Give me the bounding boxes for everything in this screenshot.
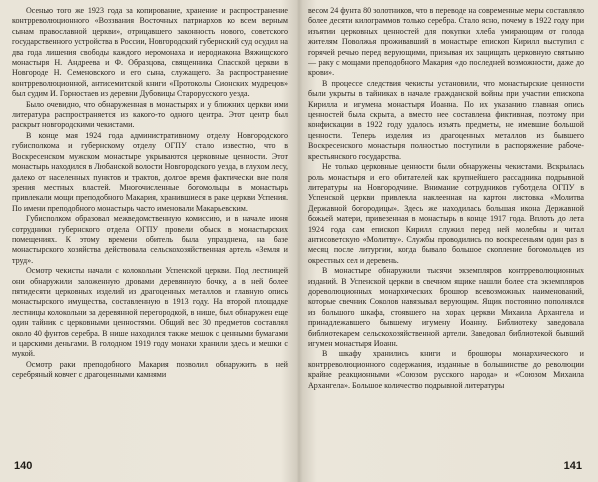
- left-page: [12, 6, 288, 450]
- left-paragraph-4: Губисполком образовал межведомственную комиссию, и в начале июня сотрудники губернского отдела ОГПУ провели обыск в монастырских помещениях. К этому времени обитель была упразднена, на базе монастырского хозяйства действовала сельскохозяйственная артель «Земля и труд».: [12, 214, 288, 265]
- right-paragraph-4: В монастыре обнаружили тысячи экземпляров контрреволюционных изданий. В Успенской церкви в свечном ящике нашли более ста экземпляров дореволюционных монархических брошюр всевозможных наименований, которые свечник Соколов навязывал верующим. Ящик постоянно пополнялся из большого шкафа, стоявшего на хорах церкви Михаила Архангела и принадлежавшего бывшему игумену Иоанну. Библиотеку заведовала библиотекарем сельскохозяйственной артели. Заведовал библиотекой бывший игумен монастыря Иоанн.: [308, 266, 584, 348]
- page-number-left: 140: [14, 460, 33, 472]
- right-paragraph-3: Не только церковные ценности были обнаружены чекистами. Вскрылась роль монастыря и его обитателей как крупнейшего рассадника подрывной литературы на Новгородчине. Внимание сотрудников губотдела ОГПУ в Успенской церкви привлекла наклеенная на картон листовка «Молитва Державной богородицы». Здесь же находилась большая икона Державной божьей матери, привезенная в монастырь в конце 1917 года. Вплоть до лета 1924 года сам епископ Кирилл служил перед ней молебны и читал антисоветскую «Молитву». Службы проводились по воскресеньям один раз в месяц после литургии, когда бывало большое скопление богомольцев из окрестных сел и деревень.: [308, 162, 584, 265]
- right-paragraph-1: весом 24 фунта 80 золотников, что в переводе на современные меры составляло более десяти килограммов только серебра. Стало ясно, почему в 1922 году при изъятии церковных ценностей для покупки хлеба умирающим от голода жителям Поволжья проживавший в монастыре епископ Кирилл выступил с горячей речью перед верующими, призывая их защищать церковную святыню — раку с мощами преподобного Макария «до последней возможности, даже до крови».: [308, 6, 584, 78]
- left-paragraph-5: Осмотр чекисты начали с колокольни Успенской церкви. Под лестницей они обнаружили заложенную дровами деревянную бочку, а в ней более пятидесяти церковных изделий из драгоценных металлов и главную опись монастырского имущества, составленную в 1913 году. На второй площадке лестницы колокольни за деревянной перегородкой, в нише, был обнаружен еще один тайник с церковными ценностями. Общий вес 30 предметов составлял около 40 фунтов серебра. В нише находился также мешок с ценными бумагами и царскими деньгами. В голодном 1919 году монахи хранили здесь и мешки с мукой.: [12, 266, 288, 359]
- right-paragraph-5: В шкафу хранились книги и брошюры монархического и контрреволюционного содержания, изданные в большинстве до революции крайне реакционными «Союзом русского народа» и «Союзом Михаила Архангела». Большое количество подрывной литературы: [308, 349, 584, 390]
- left-paragraph-1: Осенью того же 1923 года за копирование, хранение и распространение контрреволюционного «Воззвания Восточных патриархов ко всем верным сынам православной церкви», отрицавшего законность нового, советского государственного устройства в России, Новгородский губернский суд осудил на два года лишения свободы каждого иеромонаха и иеродиакона Вяжищского монастыря Н. Андреева и Ф. Образцова, священника Спасской церкви в Новгороде Н. Семеновского и его сына, служащего. За распространение контрреволюционной, антисемитской книги «Протоколы Сионских мудрецов» был судим И. Горностаев из деревни Дубовицы Старорусского уезда.: [12, 6, 288, 99]
- left-paragraph-2: Было очевидно, что обнаруженная в монастырях и у ближних церкви ими литература распространяется из какого-то одного центра. Этот центр был раскрыт новгородскими чекистами.: [12, 99, 288, 130]
- page-number-right: 141: [563, 460, 582, 472]
- right-page: [308, 6, 584, 450]
- left-paragraph-3: В конце мая 1924 года административному отделу Новгородского губисполкома и губернскому отделу ОГПУ стало известно, что в Воскресенском мужском монастыре укрываются церковные ценности. Этот монастырь находился в Любанской волости Новгородского уезда, в глухом лесу, далеко от населенных пунктов и трактов, долгое время фактически вне поля зрения местных властей. Многочисленные богомольцы в монастырь привлекали мощи преподобного Макария, хранившиеся в раке церкви Успения. По имени преподобного монастырь часто именовали Макарьевским.: [12, 130, 288, 213]
- right-paragraph-2: В процессе следствия чекисты установили, что монастырские ценности были укрыты в тайниках в начале гражданской войны при участии епископа Кирилла и игумена монастыря Иоанна. По их указанию главная опись ценностей была скрыта, а вместо нее составлена фиктивная, поэтому при конфискации в 1922 году удалось изъять предметы, не имевшие большой ценности. Теперь изделия из драгоценных металлов из бывшего Воскресенского монастыря полностью поступили в распоряжение рабоче-крестьянского государства.: [308, 78, 584, 161]
- left-paragraph-6: Осмотр раки преподобного Макария позволил обнаружить в ней серебряный ковчег с драгоценными камнями: [12, 359, 288, 380]
